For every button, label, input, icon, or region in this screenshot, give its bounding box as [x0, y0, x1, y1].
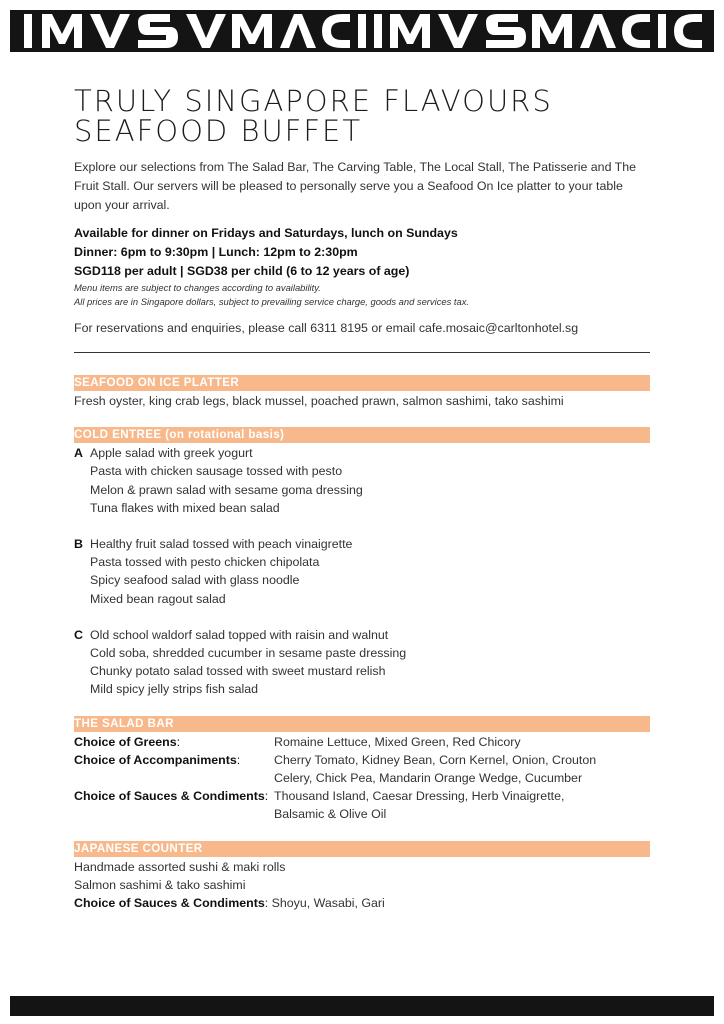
sauces-value-1: Thousand Island, Caesar Dressing, Herb Vinaigrette,: [274, 789, 565, 804]
list-item: Salmon sashimi & tako sashimi: [74, 877, 246, 892]
group-letter: B: [74, 537, 83, 552]
entree-group-a: [74, 444, 650, 517]
sauces-value: : Shoyu, Wasabi, Gari: [264, 896, 385, 911]
option-label: [74, 733, 274, 751]
list-item: Mixed bean ragout salad: [90, 591, 226, 606]
greens-label: Choice of Greens: [74, 734, 177, 749]
section-japanese-counter: [74, 841, 650, 913]
list-item: Spicy seafood salad with glass noodle: [90, 573, 300, 588]
cold-entree-groups: [74, 444, 650, 698]
option-label: [74, 751, 274, 787]
list-item: Pasta tossed with pesto chicken chipolata: [90, 555, 320, 570]
label-colon: :: [176, 734, 181, 749]
section-heading: [74, 841, 650, 857]
seafood-items: Fresh oyster, king crab legs, black mussel, poached prawn, salmon sashimi, tako sashimi: [74, 394, 564, 408]
label-colon: :: [236, 752, 241, 767]
availability-note-1: Menu items are subject to changes according to availability.: [74, 282, 321, 293]
list-item: Handmade assorted sushi & maki rolls: [74, 859, 286, 874]
accomp-value-1: Cherry Tomato, Kidney Bean, Corn Kernel, Onion, Crouton: [274, 752, 597, 767]
greens-value: Romaine Lettuce, Mixed Green, Red Chicory: [274, 734, 521, 749]
menu-content: [74, 86, 650, 912]
group-items: [90, 535, 352, 608]
accomp-label: Choice of Accompaniments: [74, 752, 237, 767]
sauces-label: Choice of Sauces & Condiments: [74, 896, 265, 911]
page-title: [74, 86, 650, 146]
accompaniments-row: [74, 751, 650, 787]
availability-block: [74, 224, 650, 309]
salad-bar-options: [74, 733, 650, 824]
list-item: Pasta with chicken sausage tossed with pesto: [90, 464, 343, 479]
list-item: Old school waldorf salad topped with raisin and walnut: [90, 627, 389, 642]
intro-paragraph: Explore our selections from The Salad Bar, The Carving Table, The Local Stall, The Patisserie and The Fruit Stall. Our servers will be pleased to personally serve you a Seafood On Ice platter to your table upon your arrival.: [74, 160, 637, 212]
footer-band: [10, 996, 714, 1016]
sauces-row: [74, 787, 650, 823]
sauces-value-2: Balsamic & Olive Oil: [274, 807, 387, 822]
list-item: Cold soba, shredded cucumber in sesame paste dressing: [90, 646, 407, 661]
section-heading: [74, 375, 650, 391]
japanese-sauces: [74, 894, 650, 912]
japanese-items: [74, 858, 650, 913]
list-item: Healthy fruit salad tossed with peach vinaigrette: [90, 537, 353, 552]
option-value: [274, 787, 650, 823]
divider: [74, 352, 650, 353]
entree-group-b: [74, 535, 650, 608]
accomp-value-2: Celery, Chick Pea, Mandarin Orange Wedge, Cucumber: [274, 771, 583, 786]
section-heading-label: JAPANESE COUNTER: [74, 841, 203, 855]
list-item: Mild spicy jelly strips fish salad: [90, 682, 259, 697]
group-letter: C: [74, 627, 83, 642]
section-cold-entree: [74, 427, 650, 698]
list-item: Melon & prawn salad with sesame goma dressing: [90, 482, 363, 497]
list-item: Tuna flakes with mixed bean salad: [90, 500, 280, 515]
group-items: [90, 444, 363, 517]
section-heading: [74, 427, 650, 443]
list-item: Apple salad with greek yogurt: [90, 446, 253, 461]
sauces-label: Choice of Sauces & Condiments: [74, 789, 265, 804]
reservation-info: For reservations and enquiries, please call 6311 8195 or email cafe.mosaic@carltonhotel.sg: [74, 321, 579, 335]
option-value: [274, 751, 650, 787]
list-item: Chunky potato salad tossed with sweet mustard relish: [90, 664, 386, 679]
section-heading: [74, 716, 650, 732]
entree-group-c: [74, 626, 650, 699]
mosaic-pattern-logo: [10, 10, 714, 52]
availability-note-2: All prices are in Singapore dollars, subject to prevailing service charge, goods and services tax.: [74, 296, 469, 307]
section-salad-bar: [74, 716, 650, 824]
section-seafood-on-ice: [74, 375, 650, 410]
decorative-logo-banner: [10, 10, 714, 52]
availability-hours: Dinner: 6pm to 9:30pm | Lunch: 12pm to 2:30pm: [74, 245, 358, 259]
availability-days: Available for dinner on Fridays and Saturdays, lunch on Sundays: [74, 226, 458, 240]
title-line-2: SEAFOOD BUFFET: [74, 114, 363, 148]
title-line-1: TRULY SINGAPORE FLAVOURS: [74, 84, 553, 118]
option-value: [274, 733, 650, 751]
section-heading-label: THE SALAD BAR: [74, 716, 174, 730]
section-heading-label: SEAFOOD ON ICE PLATTER: [74, 376, 240, 389]
group-items: [90, 626, 406, 699]
label-colon: :: [264, 789, 269, 804]
availability-prices: SGD118 per adult | SGD38 per child (6 to 12 years of age): [74, 264, 410, 278]
section-heading-label: COLD ENTREE (on rotational basis): [74, 428, 285, 442]
group-letter: A: [74, 446, 83, 461]
option-label: [74, 787, 274, 823]
greens-row: [74, 733, 650, 751]
